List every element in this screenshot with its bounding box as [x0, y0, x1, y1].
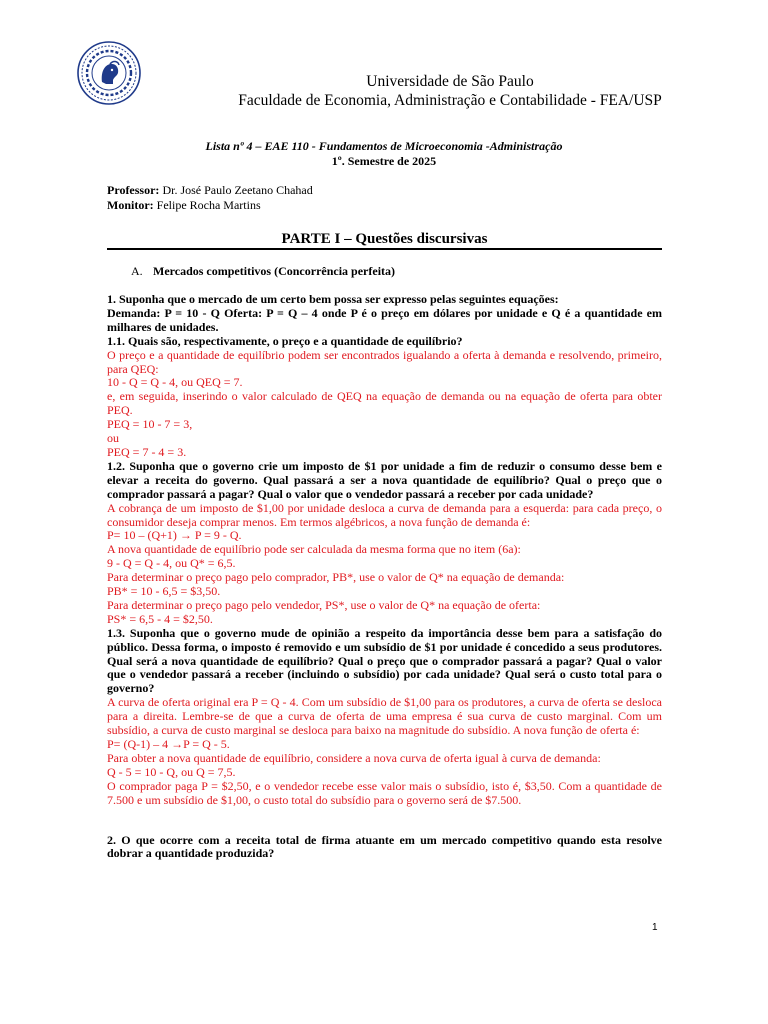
section-letter: A. [131, 264, 143, 278]
questions-body [107, 293, 662, 861]
question-text: 2. O que ocorre com a receita total de firma atuante em um mercado competitivo quando esta resolve dobrar a quantidade produzida? [107, 832, 662, 861]
answer-text: Para determinar o preço pago pelo vendedor, PS*, use o valor de Q* na equação de oferta: [107, 597, 541, 612]
university-name: Universidade de São Paulo [366, 73, 534, 90]
question-text: 1.2. Suponha que o governo crie um imposto de $1 por unidade a fim de reduzir o consumo desse bem e elevar a receita do governo. Qual passará a ser a nova quantidade de equilíbrio? Qual o preço que o comprador passará a pagar? Qual o valor que o vendedor passará a receber por cada unidade? [107, 458, 662, 501]
part-title: PARTE I – Questões discursivas [281, 231, 488, 247]
page-number: 1 [652, 922, 658, 933]
paragraph-spacer [107, 808, 662, 834]
answer-text: A curva de oferta original era P = Q - 4. Com um subsídio de $1,00 para os produtores, a curva de oferta se desloca para a direita. Lembre-se de que a curva de oferta de uma empresa é sua curva de custo marginal. Com um subsídio, a curva de custo marginal se desloca para baixo na magnitude do subsídio. A nova função de oferta é: [107, 695, 662, 738]
answer-text: PS* = 6,5 - 4 = $2,50. [107, 611, 213, 626]
answer-text: e, em seguida, inserindo o valor calculado de QEQ na equação de demanda ou na equação de oferta para obter PEQ. [107, 389, 662, 418]
staff-info [107, 183, 313, 213]
answer-text: 10 - Q = Q - 4, ou QEQ = 7. [107, 375, 243, 390]
section-title: Mercados competitivos (Concorrência perfeita) [153, 264, 396, 278]
answer-text: P= (Q-1) – 4 →P = Q - 5. [107, 737, 230, 751]
question-text: Demanda: P = 10 - Q Oferta: P = Q – 4 onde P é o preço em dólares por unidade e Q é a quantidade em milhares de unidades. [107, 305, 662, 334]
institution-header [160, 72, 740, 110]
answer-text: PB* = 10 - 6,5 = $3,50. [107, 584, 221, 599]
answer-text: O comprador paga P = $2,50, e o vendedor recebe esse valor mais o subsídio, isto é, $3,50. Com a quantidade de 7.500 e um subsídio de $1,00, o custo total do subsídio para o governo será de $7.500. [107, 778, 662, 807]
university-seal-logo [76, 40, 142, 106]
answer-text: Para obter a nova quantidade de equilíbrio, considere a nova curva de oferta igual à curva de demanda: [107, 750, 601, 765]
professor-name: Dr. José Paulo Zeetano Chahad [159, 183, 313, 197]
answer-text: PEQ = 7 - 4 = 3. [107, 444, 187, 459]
faculty-name: Faculdade de Economia, Administração e Contabilidade - FEA/USP [238, 92, 662, 109]
question-text: 1.1. Quais são, respectivamente, o preço e a quantidade de equilíbrio? [107, 333, 463, 348]
monitor-line [107, 198, 313, 213]
list-title-line2: 1º. Semestre de 2025 [331, 154, 437, 168]
question-text: 1. Suponha que o mercado de um certo bem possa ser expresso pelas seguintes equações: [107, 292, 559, 306]
professor-line [107, 183, 313, 198]
answer-text: ou [107, 431, 119, 446]
section-heading [131, 264, 395, 279]
answer-text: A cobrança de um imposto de $1,00 por unidade desloca a curva de demanda para a esquerda: para cada preço, o consumidor deseja comprar menos. Em termos algébricos, a nova função de demanda é: [107, 500, 662, 529]
monitor-label: Monitor: [107, 198, 154, 212]
list-title-line1: Lista nº 4 – EAE 110 - Fundamentos de Microeconomia -Administração [205, 139, 563, 153]
part-title-divider [107, 248, 662, 250]
answer-text: Para determinar o preço pago pelo comprador, PB*, use o valor de Q* na equação de demanda: [107, 570, 565, 585]
answer-text: PEQ = 10 - 7 = 3, [107, 417, 193, 432]
question-text: 1.3. Suponha que o governo mude de opinião a respeito da importância desse bem para a satisfação do público. Dessa forma, o imposto é removido e um subsídio de $1 por unidade é concedido a seus produtores. Qual será a nova quantidade de equilíbrio? Qual o preço que o comprador passará a pagar? Qual o valor que o vendedor passará a receber (incluindo o subsídio) por cada unidade? Qual será o custo total para o governo? [107, 625, 662, 696]
monitor-name: Felipe Rocha Martins [153, 198, 261, 212]
answer-text: 9 - Q = Q - 4, ou Q* = 6,5. [107, 556, 236, 571]
answer-text: P= 10 – (Q+1) → P = 9 - Q. [107, 528, 242, 543]
answer-text: A nova quantidade de equilíbrio pode ser calculada da mesma forma que no item (6a): [107, 542, 521, 557]
answer-text: O preço e a quantidade de equilíbrio podem ser encontrados igualando a oferta à demanda e resolvendo, primeiro, para QEQ: [107, 347, 662, 376]
list-title [100, 139, 668, 169]
professor-label: Professor: [107, 183, 160, 197]
answer-text: Q - 5 = 10 - Q, ou Q = 7,5. [107, 764, 236, 779]
